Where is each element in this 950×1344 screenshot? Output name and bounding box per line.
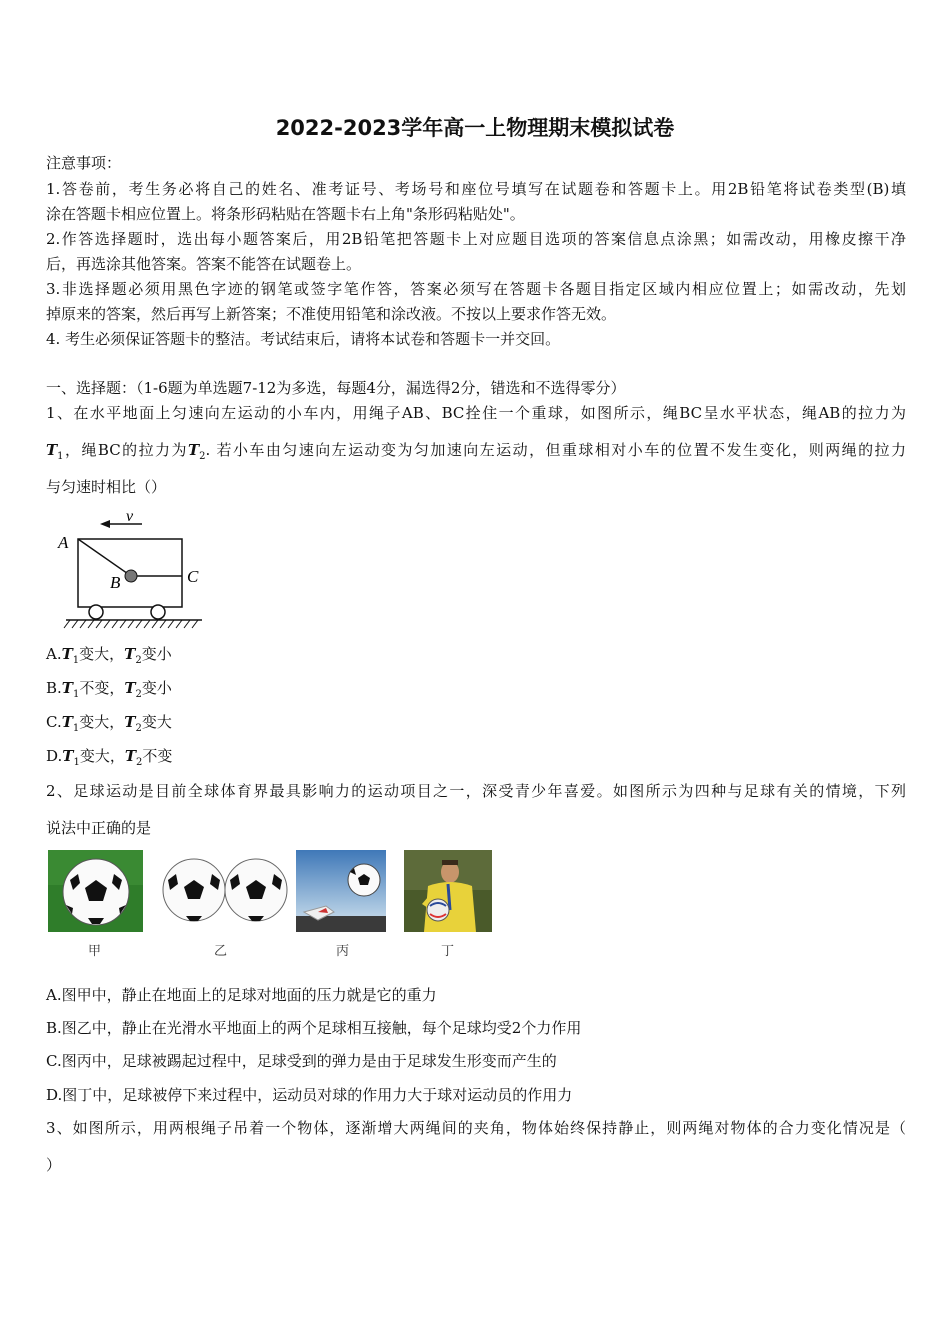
image-caption: 甲 [88,944,102,959]
player-stopping-ball-image [404,850,492,932]
notice-line: 2.作答选择题时，选出每小题答案后，用2B铅笔把答题卡上对应题目选项的答案信息点涂黑；如需改动，用橡皮擦干净 [46,230,906,248]
image-caption: 乙 [214,944,228,959]
point-a-label: A [58,533,69,552]
q2-option-d[interactable]: D.图丁中，足球被停下来过程中，运动员对球的作用力大于球对运动员的作用力 [46,1086,573,1104]
q2-option-a[interactable]: A.图甲中，静止在地面上的足球对地面的压力就是它的重力 [46,986,437,1004]
point-c-label: C [187,567,199,586]
image-caption: 丙 [336,944,350,959]
q2-option-b[interactable]: B.图乙中，静止在光滑水平地面上的两个足球相互接触，每个足球均受2个力作用 [46,1019,582,1037]
q1-option-a[interactable]: $A.T_1$变大，$T_2$变小 [46,645,172,666]
q1-option-c[interactable]: $C.T_1$变大，$T_2$变大 [46,713,172,734]
q3-stem: 3、如图所示，用两根绳子吊着一个物体，逐渐增大两绳间的夹角，物体始终保持静止，则两绳对物体的合力变化情况是（ [46,1119,906,1137]
notice-line: 4. 考生必须保证答题卡的整洁。考试结束后，请将本试卷和答题卡一并交回。 [46,330,561,348]
notice-heading: 注意事项： [46,154,122,172]
velocity-label: v [126,508,134,525]
kicked-football-image [296,850,386,932]
cart-diagram [52,508,212,633]
q1-option-d[interactable]: $D.T_1$变大，$T_2$不变 [46,747,173,768]
q2-stem: 2、足球运动是目前全球体育界最具影响力的运动项目之一，深受青少年喜爱。如图所示为四种与足球有关的情境，下列 [46,782,906,800]
q1-option-b[interactable]: $B.T_1$不变，$T_2$变小 [46,679,172,700]
q1-stem: $T_1$，绳BC的拉力为$T_2$. 若小车由匀速向左运动变为匀加速向左运动，但重球相对小车的位置不发生变化，则两绳的拉力 [46,441,907,462]
q2-option-c[interactable]: C.图丙中，足球被踢起过程中，足球受到的弹力是由于足球发生形变而产生的 [46,1052,557,1070]
q2-stem: 说法中正确的是 [46,819,152,837]
page-title: 2022-2023学年高一上物理期末模拟试卷 [275,116,675,140]
q3-stem: ） [46,1156,62,1174]
notice-line: 1.答卷前，考生务必将自己的姓名、准考证号、考场号和座位号填写在试题卷和答题卡上。用2B铅笔将试卷类型(B)填 [46,180,906,198]
point-b-label: B [110,573,121,592]
notice-line: 3.非选择题必须用黑色字迹的钢笔或签字笔作答，答案必须写在答题卡各题目指定区域内相应位置上；如需改动，先划 [46,280,906,298]
q1-stem: 1、在水平地面上匀速向左运动的小车内，用绳子AB、BC拴住一个重球，如图所示，绳BC呈水平状态，绳AB的拉力为 [46,404,906,422]
notice-line: 涂在答题卡相应位置上。将条形码粘贴在答题卡右上角"条形码粘贴处"。 [46,205,525,223]
section-heading: 一、选择题：（1-6题为单选题7-12为多选，每题4分，漏选得2分，错选和不选得零分） [46,379,626,397]
two-footballs-image [160,856,290,924]
q1-stem: 与匀速时相比（） [46,478,167,496]
notice-line: 后，再选涂其他答案。答案不能答在试题卷上。 [46,255,362,273]
football-on-grass-image [48,850,143,932]
notice-line: 掉原来的答案，然后再写上新答案；不准使用铅笔和涂改液。不按以上要求作答无效。 [46,305,617,323]
image-caption: 丁 [441,944,455,959]
